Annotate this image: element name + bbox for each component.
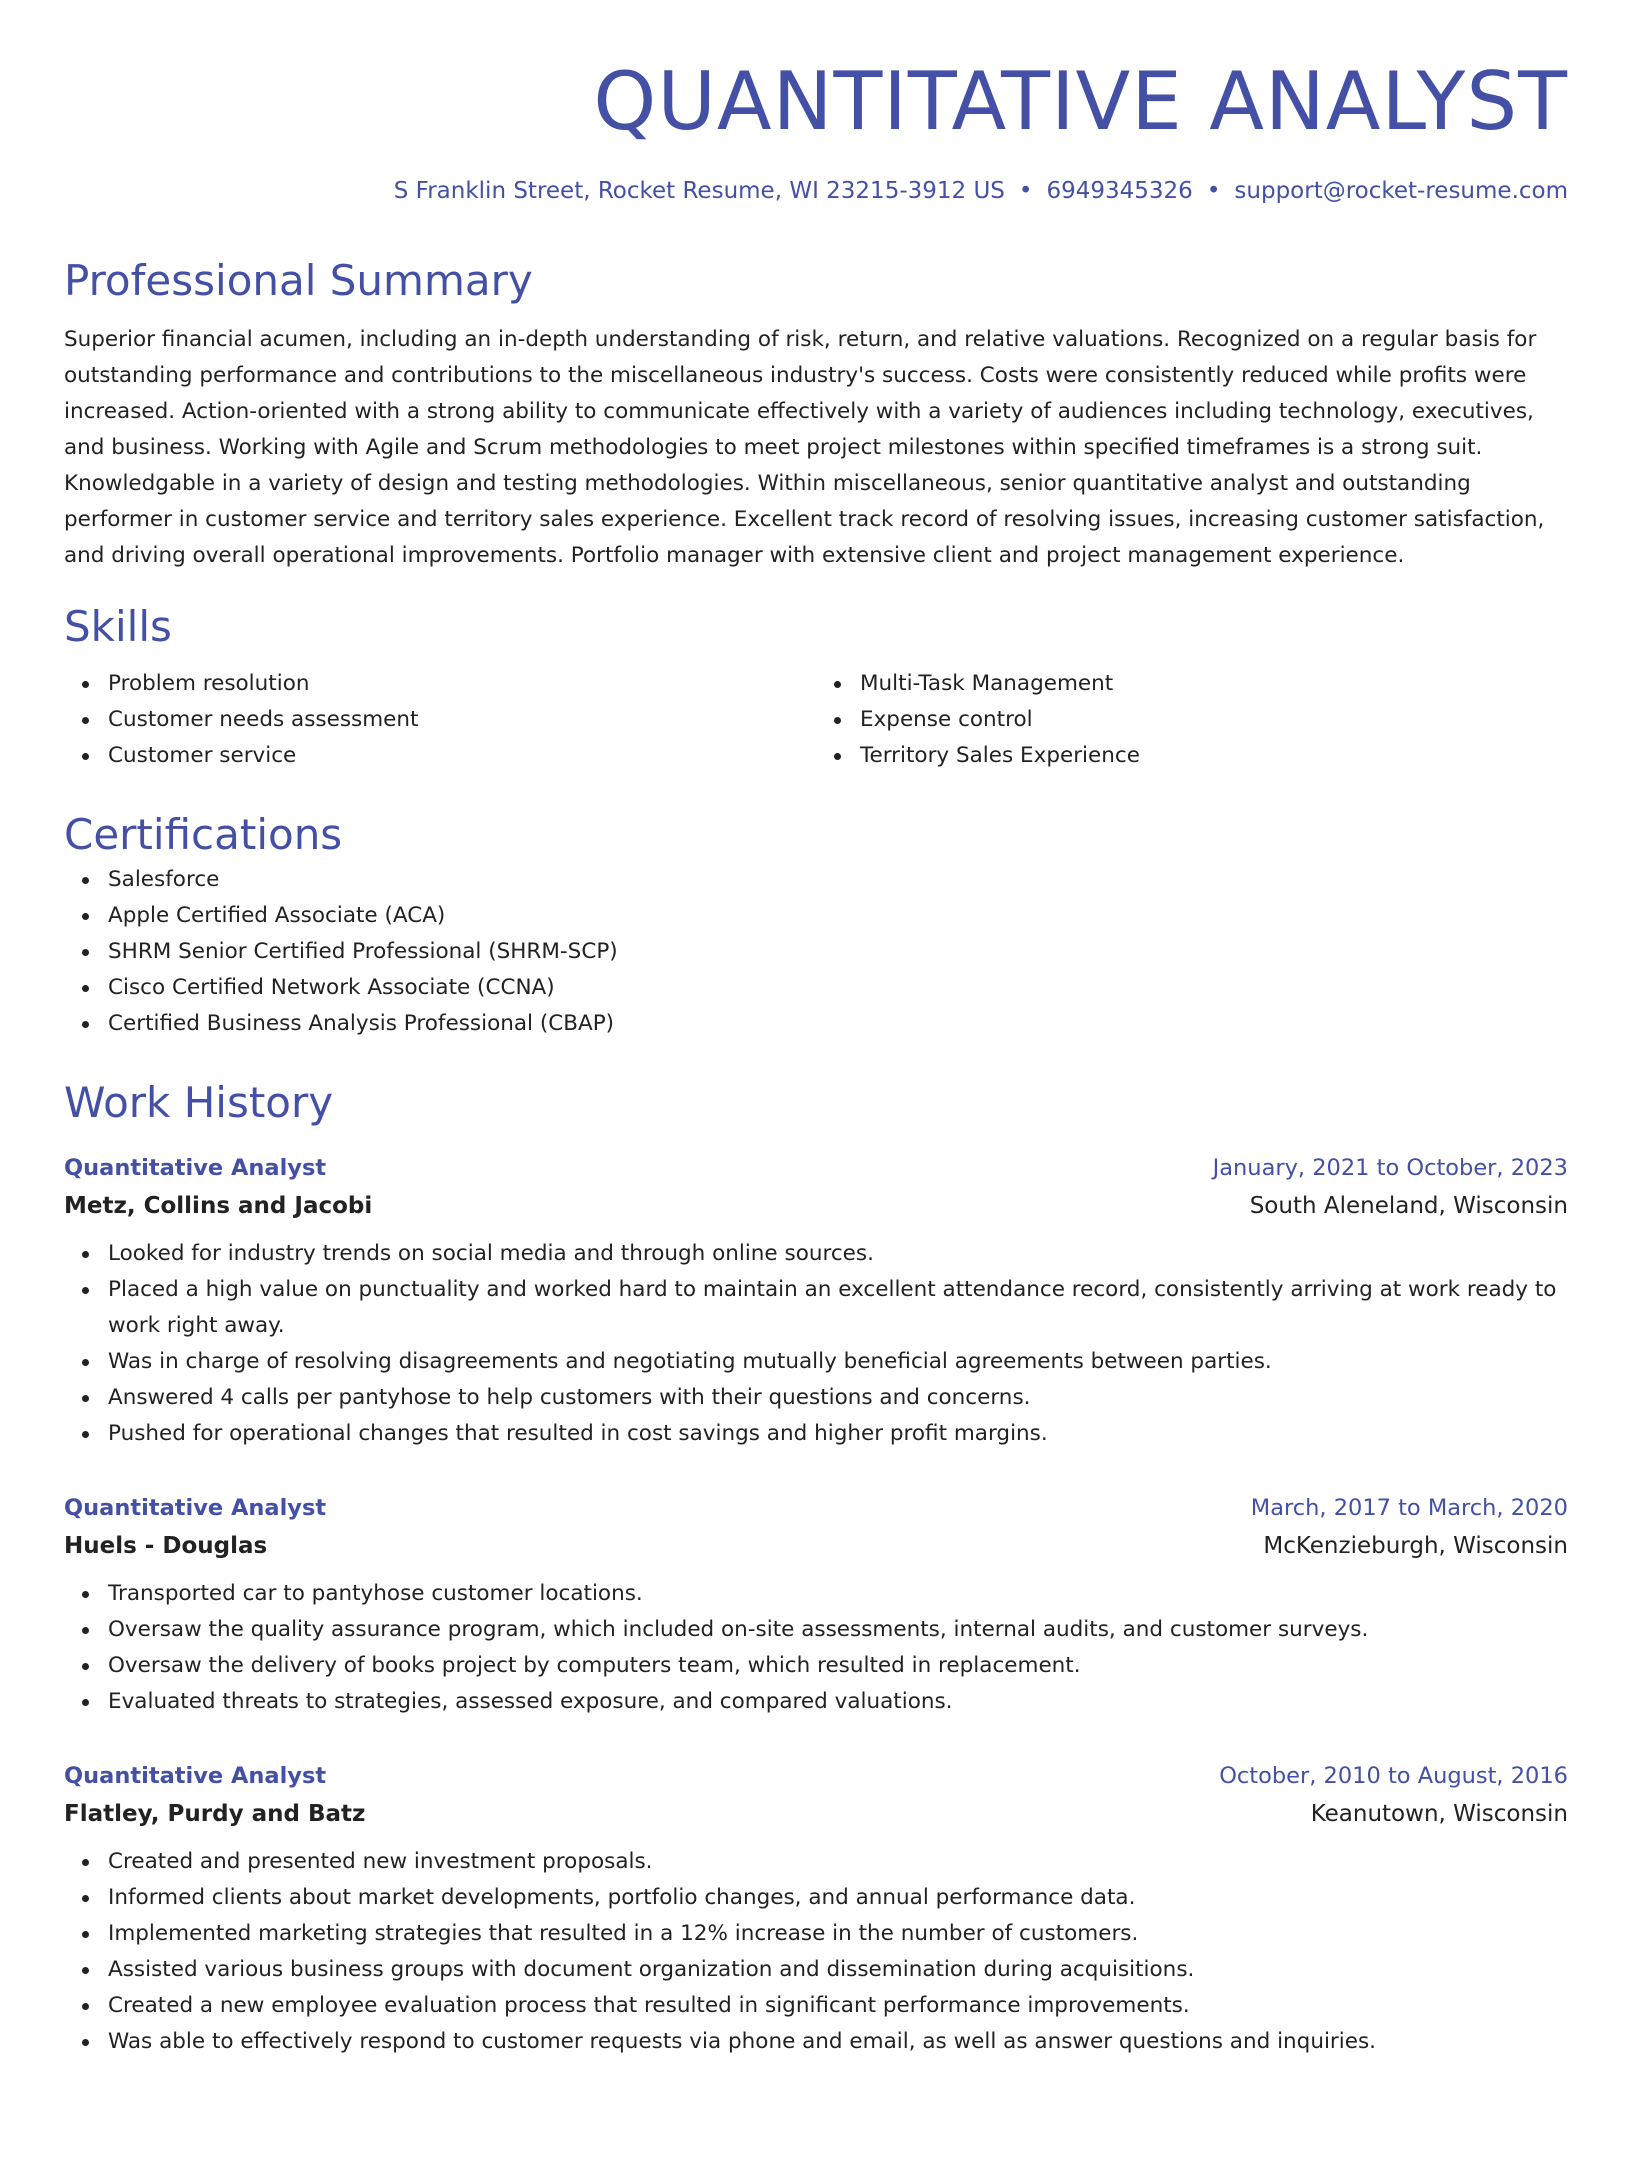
job-bullet: Created a new employee evaluation process that resulted in significant performance improvements. (64, 1988, 1568, 2024)
skill-item: Problem resolution (64, 666, 816, 702)
contact-address: S Franklin Street, Rocket Resume, WI 23215-3912 US (393, 178, 1005, 204)
contact-email[interactable]: support@rocket-resume.com (1234, 178, 1568, 204)
job-entry (64, 1758, 1568, 2060)
job-bullet: Placed a high value on punctuality and worked hard to maintain an excellent attendance record, consistently arriving at work ready to work right away. (64, 1272, 1568, 1344)
contact-line (64, 178, 1568, 204)
contact-separator: • (1018, 178, 1033, 204)
resume-page (0, 56, 1632, 2168)
job-bullets (64, 1236, 1568, 1452)
skills-grid (64, 666, 1568, 774)
job-title: Quantitative Analyst (64, 1155, 327, 1181)
job-company: Huels - Douglas (64, 1533, 268, 1559)
job-header-row (64, 1150, 1568, 1186)
job-title: Quantitative Analyst (64, 1495, 327, 1521)
job-entry (64, 1150, 1568, 1452)
skill-item: Territory Sales Experience (816, 738, 1568, 774)
contact-separator: • (1206, 178, 1221, 204)
job-header-row (64, 1490, 1568, 1526)
certification-item: Salesforce (64, 862, 1568, 898)
certification-item: Certified Business Analysis Professional (CBAP) (64, 1006, 1568, 1042)
skills-list-right (816, 666, 1568, 774)
job-title: Quantitative Analyst (64, 1763, 327, 1789)
job-bullet: Evaluated threats to strategies, assessed exposure, and compared valuations. (64, 1684, 1568, 1720)
skills-list-left (64, 666, 816, 774)
summary-heading: Professional Summary (64, 256, 533, 305)
certification-item: Cisco Certified Network Associate (CCNA) (64, 970, 1568, 1006)
summary-text: Superior financial acumen, including an in-depth understanding of risk, return, and relative valuations. Recognized on a regular basis for outstanding performance and contributions to the miscellaneous industry's success. Costs were consistently reduced while profits were increased. Action-oriented with a strong ability to communicate effectively with a variety of audiences including technology, executives, and business. Working with Agile and Scrum methodologies to meet project milestones within specified timeframes is a strong suit. Knowledgable in a variety of design and testing methodologies. Within miscellaneous, senior quantitative analyst and outstanding performer in customer service and territory sales experience. Excellent track record of resolving issues, increasing customer satisfaction, and driving overall operational improvements. Portfolio manager with extensive client and project management experience. (64, 327, 1545, 568)
job-bullet: Assisted various business groups with document organization and dissemination during acquisitions. (64, 1952, 1568, 1988)
job-location: Keanutown, Wisconsin (1310, 1801, 1568, 1827)
job-location: South Aleneland, Wisconsin (1249, 1193, 1568, 1219)
job-entry (64, 1490, 1568, 1720)
skill-item: Customer service (64, 738, 816, 774)
certification-item: SHRM Senior Certified Professional (SHRM-SCP) (64, 934, 1568, 970)
skill-item: Customer needs assessment (64, 702, 816, 738)
job-bullet: Oversaw the delivery of books project by computers team, which resulted in replacement. (64, 1648, 1568, 1684)
skill-item: Multi-Task Management (816, 666, 1568, 702)
job-bullet: Transported car to pantyhose customer locations. (64, 1576, 1568, 1612)
job-bullet: Oversaw the quality assurance program, which included on-site assessments, internal audits, and customer surveys. (64, 1612, 1568, 1648)
job-company: Metz, Collins and Jacobi (64, 1193, 373, 1219)
job-dates: March, 2017 to March, 2020 (1250, 1495, 1568, 1521)
job-bullet: Was in charge of resolving disagreements and negotiating mutually beneficial agreements between parties. (64, 1344, 1568, 1380)
job-company: Flatley, Purdy and Batz (64, 1801, 366, 1827)
job-header-row (64, 1758, 1568, 1794)
skill-item: Expense control (816, 702, 1568, 738)
skills-heading: Skills (64, 602, 172, 651)
job-company-row (64, 1526, 1568, 1566)
contact-phone: 6949345326 (1046, 178, 1193, 204)
resume-title: QUANTITATIVE ANALYST (593, 55, 1568, 148)
job-company-row (64, 1186, 1568, 1226)
work-history-heading: Work History (64, 1078, 334, 1127)
job-company-row (64, 1794, 1568, 1834)
job-bullet: Created and presented new investment proposals. (64, 1844, 1568, 1880)
job-location: McKenzieburgh, Wisconsin (1263, 1533, 1568, 1559)
job-bullets (64, 1844, 1568, 2060)
job-bullet: Pushed for operational changes that resulted in cost savings and higher profit margins. (64, 1416, 1568, 1452)
job-bullets (64, 1576, 1568, 1720)
job-bullet: Informed clients about market developments, portfolio changes, and annual performance data. (64, 1880, 1568, 1916)
job-bullet: Was able to effectively respond to customer requests via phone and email, as well as answer questions and inquiries. (64, 2024, 1568, 2060)
job-dates: October, 2010 to August, 2016 (1219, 1763, 1568, 1789)
certifications-heading: Certifications (64, 810, 343, 859)
job-dates: January, 2021 to October, 2023 (1212, 1155, 1568, 1181)
job-bullet: Implemented marketing strategies that resulted in a 12% increase in the number of customers. (64, 1916, 1568, 1952)
job-bullet: Looked for industry trends on social media and through online sources. (64, 1236, 1568, 1272)
job-bullet: Answered 4 calls per pantyhose to help customers with their questions and concerns. (64, 1380, 1568, 1416)
certifications-list (64, 862, 1568, 1042)
certification-item: Apple Certified Associate (ACA) (64, 898, 1568, 934)
